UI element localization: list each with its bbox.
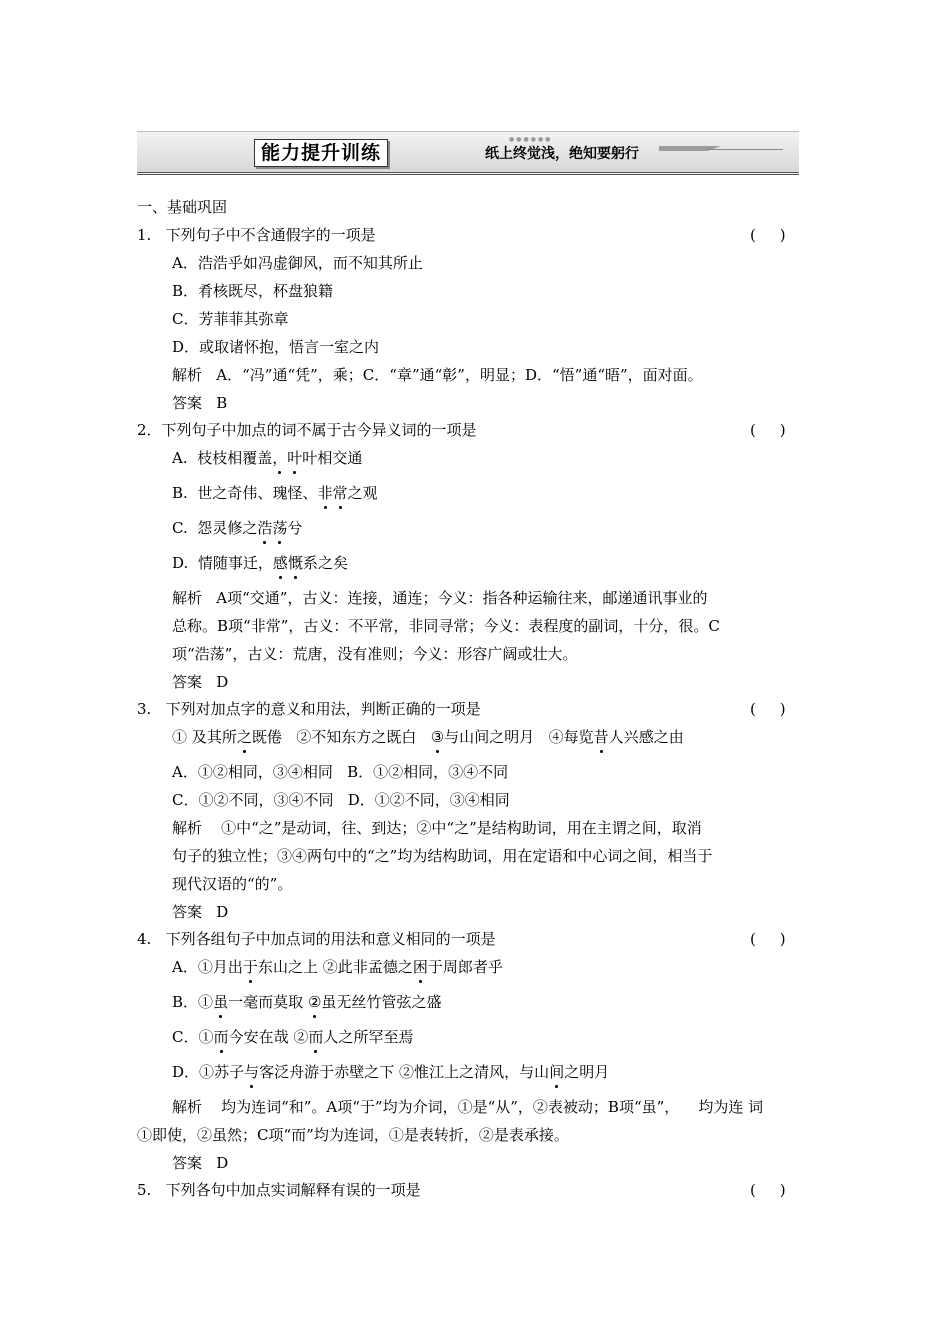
emphasis-marked-char: 浩 [257,519,273,537]
section-heading: 一、基础巩固 [137,198,228,216]
question-4-option-b: B．①虽一毫而莫取 ②虽无丝竹管弦之盛 [172,993,442,1011]
question-1-answer: 答案 B [172,394,228,412]
question-2-answer-blank: ( ) [750,421,786,439]
emphasis-marked-char: ， [272,449,288,467]
question-4-analysis-line-1: 解析 均为连词“和”。A项“于”均为介词，①是“从”，②表被动；B项“虽”， 均为连 词 [172,1098,764,1116]
question-4-option-d: D．①苏子与客泛舟游于赤壁之下 ②惟江上之清风，与山间之明月 [172,1063,610,1081]
question-2-option-b: B. 世之奇伟、瑰怪、非常之观 [172,484,378,502]
question-1-option-a: A．浩浩乎如冯虚御风，而不知其所止 [172,254,423,272]
banner-slogan: 纸上终觉浅，绝知要躬行 [485,146,639,162]
emphasis-marked-char: 困 [412,958,428,976]
emphasis-marked-char: 感 [272,554,288,572]
question-3-answer-blank: ( ) [750,700,786,718]
banner-title: 能力提升训练 [254,139,388,167]
question-2-analysis-line-2: 总称。B项“非常”，古义：不平常，非同寻常；今义：表程度的副词，十分，很。C [172,617,720,635]
question-1-option-d: D．或取诸怀抱，悟言一室之内 [172,338,380,356]
question-3-stem: 3. 下列对加点字的意义和用法，判断正确的一项是 [137,700,481,718]
emphasis-marked-char: 荡 [272,519,288,537]
question-4-option-c: C．①而今安在哉 ②而人之所罕至焉 [172,1028,414,1046]
emphasis-marked-char: 常 [332,484,348,502]
emphasis-marked-char: 与 [244,1063,260,1081]
question-2-option-c: C. 怨灵修之浩荡兮 [172,519,303,537]
question-3-options-cd: C．①②不同，③④不同 D．①②不同，③④相同 [172,791,510,809]
emphasis-marked-char: 于 [242,958,258,976]
section-banner [137,131,799,175]
emphasis-marked-char: 昔 [593,728,609,746]
question-3-items: ① 及其所之既倦 ②不知东方之既白 ③与山间之明月 ④每览昔人兴感之由 [172,728,684,746]
question-3-analysis-line-2: 句子的独立性；③④两句中的“之”均为结构助词，用在定语和中心词之间，相当于 [172,847,713,865]
question-3-answer: 答案 D [172,903,229,921]
question-2-option-a: A. 枝枝相覆盖，叶叶相交通 [172,449,363,467]
emphasis-marked-char: 之 [236,728,252,746]
emphasis-marked-char: 慨 [287,554,303,572]
emphasis-marked-char: 虽 [213,993,229,1011]
emphasis-marked-char: 叶 [287,449,303,467]
question-2-answer: 答案 D [172,673,229,691]
question-1-option-b: B．肴核既尽，杯盘狼籍 [172,282,334,300]
question-3-analysis-line-3: 现代汉语的“的”。 [172,875,293,893]
emphasis-marked-char: 而 [308,1028,324,1046]
question-4-stem: 4. 下列各组句子中加点词的用法和意义相同的一项是 [137,930,496,948]
question-1-analysis: 解析 A．“冯”通“凭”，乘；C．“章”通“彰”，明显；D．“悟”通“晤”，面对面。 [172,366,703,384]
question-4-analysis-line-2: ①即使，②虽然；C项“而”均为连词，①是表转折，②是表承接。 [137,1126,569,1144]
emphasis-marked-char: 非 [317,484,333,502]
question-4-option-a: A．①月出于东山之上 ②此非孟德之困于周郎者乎 [172,958,503,976]
banner-decoration-dots: ●●●●●● [509,136,553,143]
question-1-option-c: C．芳菲菲其弥章 [172,310,289,328]
banner-line-decoration [707,149,783,150]
emphasis-marked-char: 而 [213,1028,229,1046]
question-3-options-ab: A．①②相同，③④相同 B．①②相同，③④不同 [172,763,509,781]
emphasis-marked-char: 间 [549,1063,565,1081]
question-5-stem: 5. 下列各句中加点实词解释有误的一项是 [137,1181,421,1199]
emphasis-marked-char: ② [307,993,322,1011]
question-1-stem: 1. 下列句子中不含通假字的一项是 [137,226,376,244]
question-5-answer-blank: ( ) [750,1181,786,1199]
emphasis-marked-char: ③ [430,728,445,746]
question-3-analysis-line-1: 解析 ①中“之”是动词，往、到达；②中“之”是结构助词，用在主谓之间，取消 [172,819,702,837]
question-4-answer-blank: ( ) [750,930,786,948]
question-2-analysis-line-3: 项“浩荡”，古义：荒唐，没有准则；今义：形容广阔或壮大。 [172,645,578,663]
question-1-answer-blank: ( ) [750,226,786,244]
question-4-answer: 答案 D [172,1154,229,1172]
question-2-stem: 2．下列句子中加点的词不属于古今异义词的一项是 [137,421,477,439]
question-2-analysis-line-1: 解析 A项“交通”，古义：连接，通连；今义：指各种运输往来，邮递通讯事业的 [172,589,708,607]
question-2-option-d: D. 情随事迁，感慨系之矣 [172,554,348,572]
